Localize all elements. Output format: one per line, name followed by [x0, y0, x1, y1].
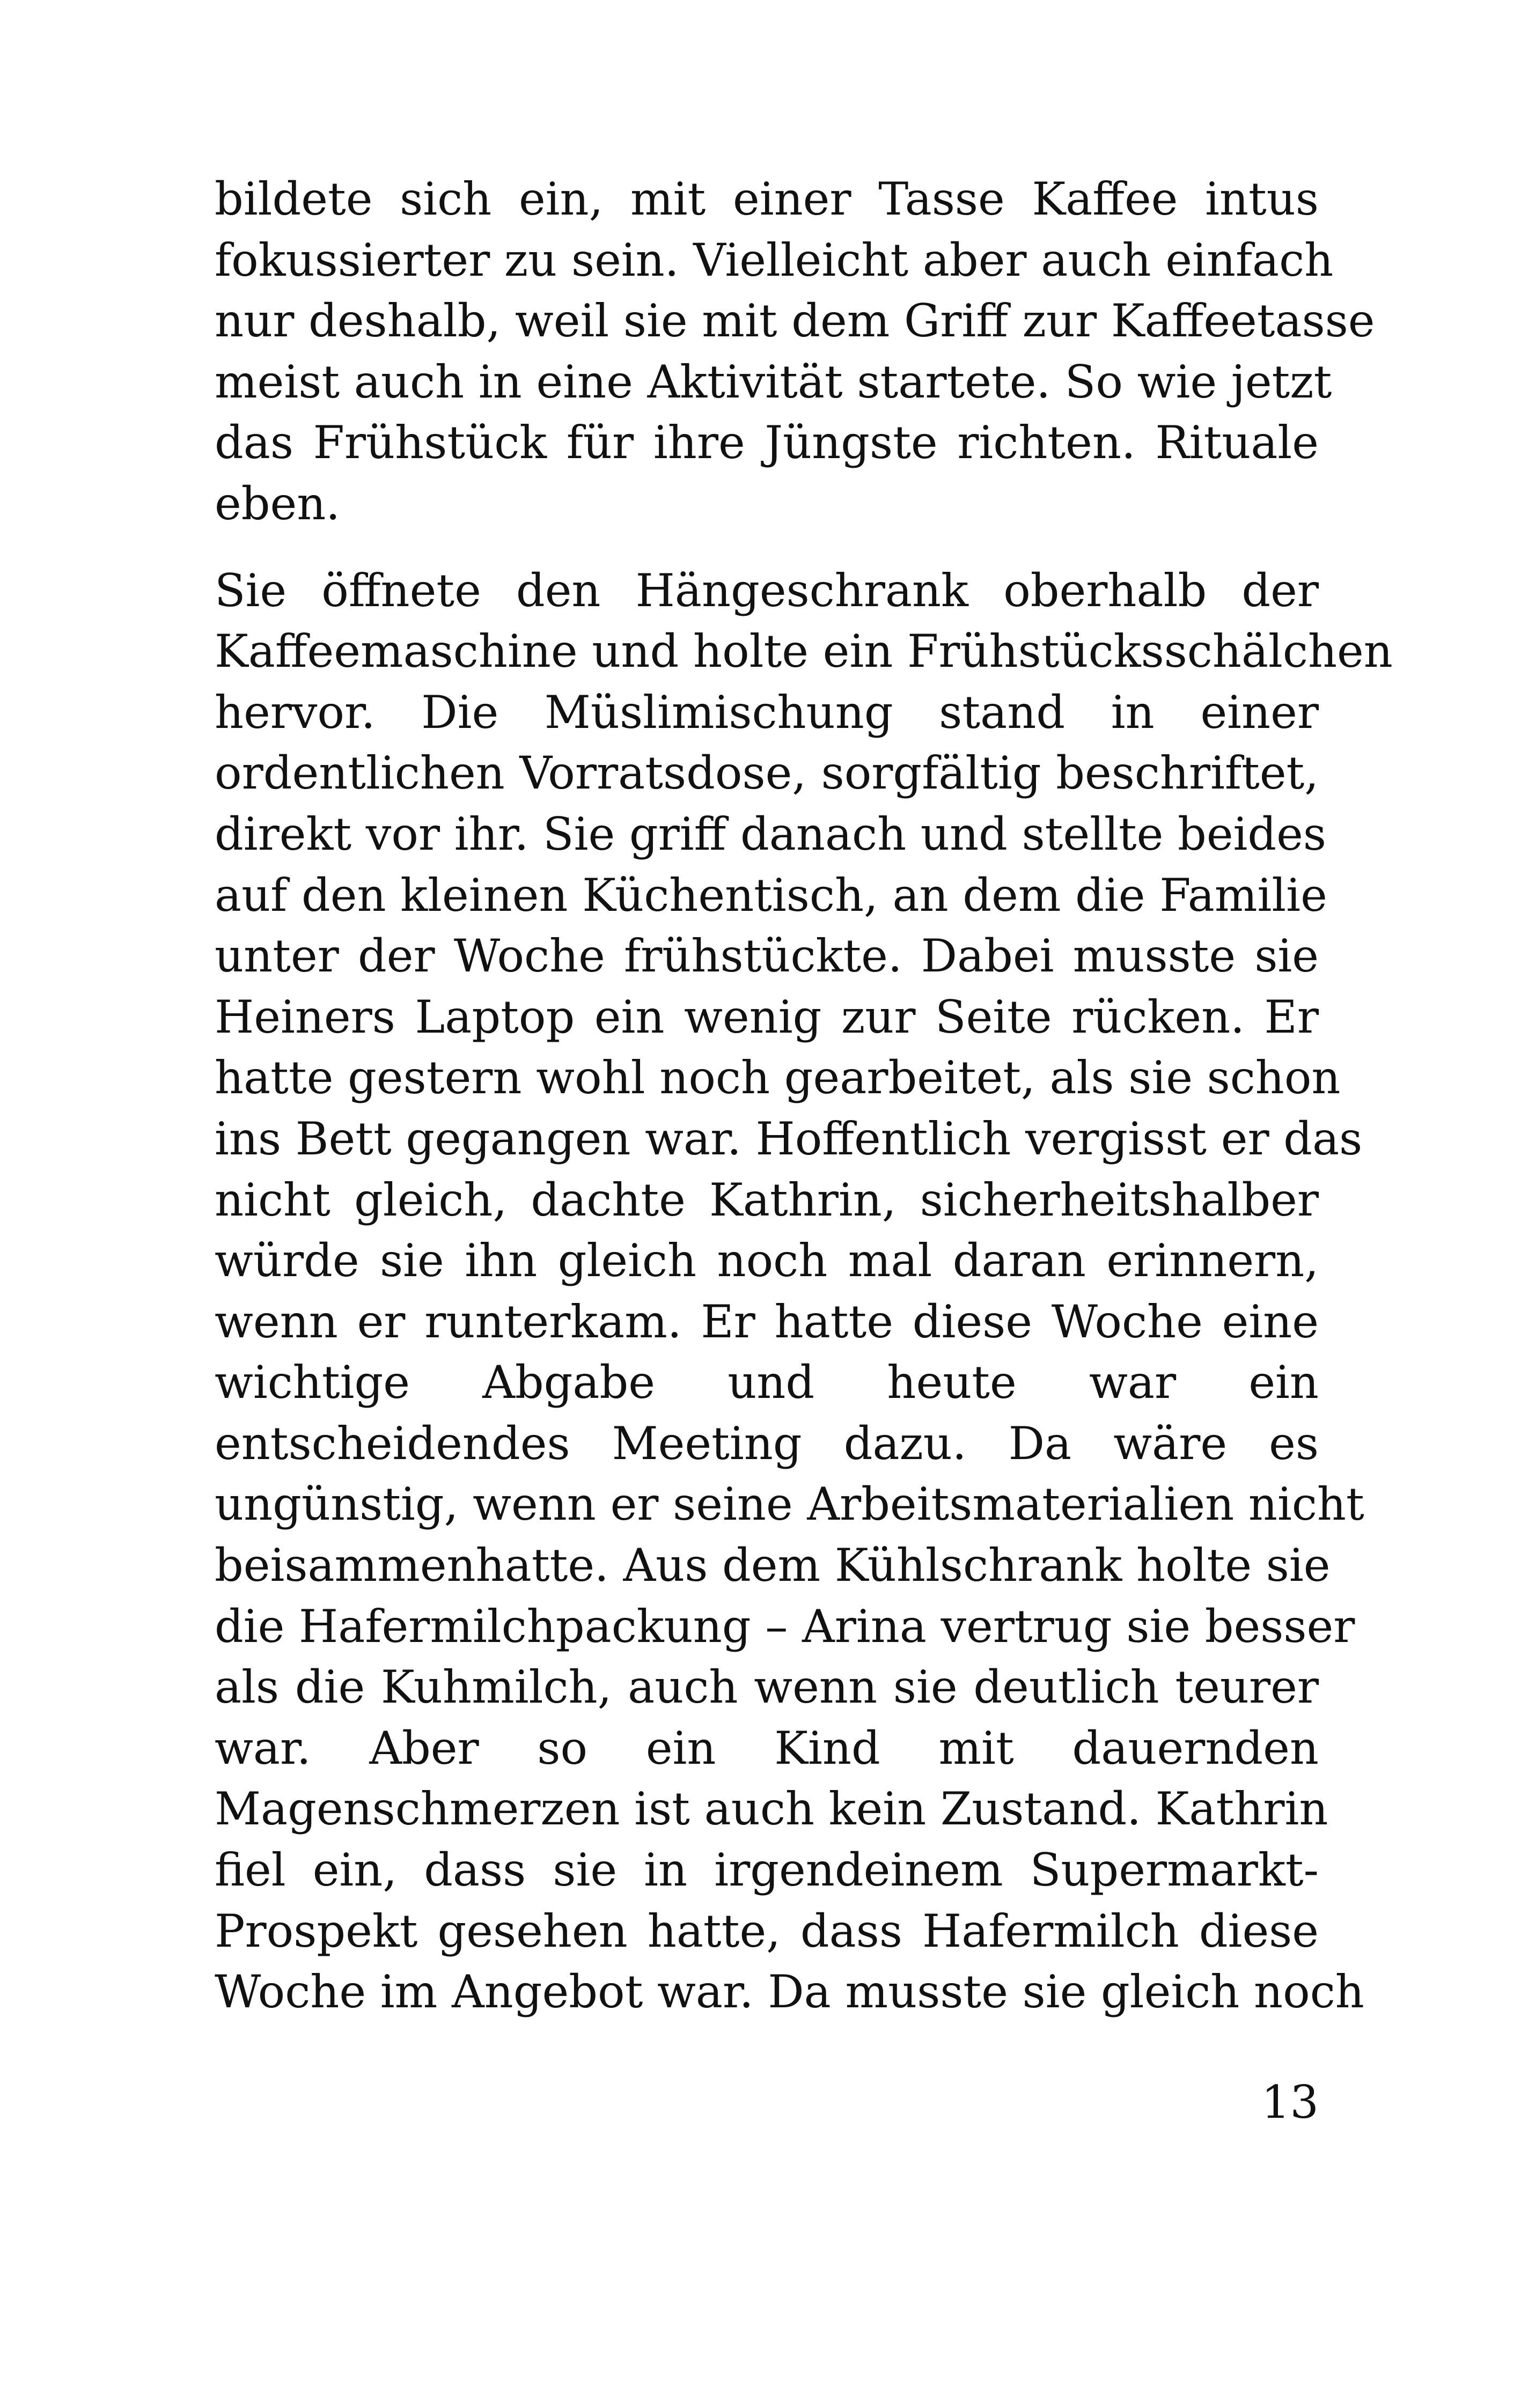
text-line: Woche im Angebot war. Da musste sie gleich noch [215, 1965, 1364, 2019]
text-line: fiel ein, dass sie in irgendeinem Supermarkt- [215, 1844, 1319, 1897]
text-line: Magenschmerzen ist auch kein Zustand. Kathrin [215, 1783, 1328, 1836]
text-line: nur deshalb, weil sie mit dem Griff zur Kaffeetasse [215, 294, 1375, 348]
text-line: Heiners Laptop ein wenig zur Seite rücken. Er [215, 990, 1319, 1043]
text-line: würde sie ihn gleich noch mal daran erinnern, [215, 1234, 1319, 1287]
text-line: nicht gleich, dachte Kathrin, sicherheitshalber [215, 1173, 1319, 1226]
text-line: Prospekt gesehen hatte, dass Hafermilch diese [215, 1904, 1319, 1957]
text-line: hatte gestern wohl noch gearbeitet, als sie schon [215, 1051, 1341, 1104]
text-line: fokussierter zu sein. Vielleicht aber auch einfach [215, 233, 1334, 286]
text-line: meist auch in eine Aktivität startete. So wie jetzt [215, 355, 1332, 408]
text-line: Kaffeemaschine und holte ein Frühstücksschälchen [215, 625, 1393, 678]
page-number: 13 [1261, 2076, 1319, 2129]
text-line: als die Kuhmilch, auch wenn sie deutlich teurer [215, 1661, 1319, 1714]
paragraph-1 [215, 169, 1375, 535]
body-text [215, 169, 1393, 2023]
text-line: wichtige Abgabe und heute war ein [215, 1356, 1319, 1409]
text-line: das Frühstück für ihre Jüngste richten. Rituale [215, 416, 1319, 469]
text-line: bildete sich ein, mit einer Tasse Kaffee intus [215, 173, 1319, 225]
paragraph-2 [215, 561, 1393, 2023]
text-line: eben. [215, 477, 340, 530]
text-line: beisammenhatte. Aus dem Kühlschrank holte sie [215, 1539, 1331, 1592]
text-line: auf den kleinen Küchentisch, an dem die Familie [215, 868, 1327, 922]
text-line: ordentlichen Vorratsdose, sorgfältig beschriftet, [215, 747, 1319, 800]
text-line: die Hafermilchpackung – Arina vertrug sie besser [215, 1600, 1355, 1653]
text-line: entscheidendes Meeting dazu. Da wäre es [215, 1417, 1319, 1470]
text-line: Sie öffnete den Hängeschrank oberhalb der [215, 564, 1319, 617]
text-line: wenn er runterkam. Er hatte diese Woche eine [215, 1295, 1319, 1348]
text-line: ungünstig, wenn er seine Arbeitsmaterialien nicht [215, 1478, 1364, 1531]
text-line: unter der Woche frühstückte. Dabei musste sie [215, 930, 1319, 983]
text-line: hervor. Die Müslimischung stand in einer [215, 686, 1319, 739]
text-line: war. Aber so ein Kind mit dauernden [215, 1721, 1319, 1774]
text-line: ins Bett gegangen war. Hoffentlich vergisst er das [215, 1112, 1363, 1165]
text-line: direkt vor ihr. Sie griff danach und stellte beides [215, 807, 1326, 860]
